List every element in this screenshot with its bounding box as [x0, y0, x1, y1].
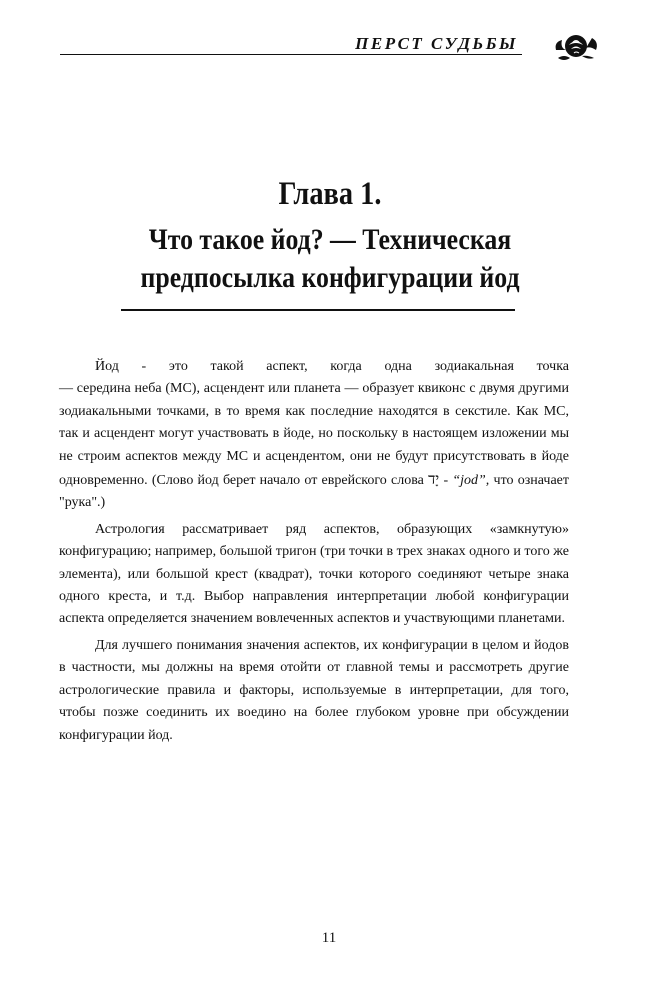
running-header	[60, 30, 600, 60]
header-rule	[60, 54, 522, 55]
dash: -	[439, 473, 453, 489]
latin-word: “jod”,	[452, 473, 490, 489]
running-title: ПЕРСТ СУДЬБЫ	[355, 34, 518, 53]
chapter-number: Глава 1.	[278, 176, 382, 212]
paragraph-1-first-line: Йод - это такой аспект, когда одна зодиакальная точка	[95, 359, 569, 374]
paragraph-2: Астрология рассматривает ряд аспектов, образующих «замкнутую» конфигурацию; например, большой тригон (три точки в трех знаках одного и того же элемента), или большой крест (квадрат), точки которого соединяют четыре знака одного креста, и т.д. Выбор направления интерпретации любой конфигурации аспекта определяется значением вовлеченных аспектов и участвующими планетами.	[59, 521, 569, 627]
chapter-title-line-1: Что такое йод? — Техническая	[148, 223, 512, 256]
page-number: 11	[321, 930, 337, 946]
chapter-title-line-2: предпосылка конфигурации йод	[140, 261, 520, 294]
paragraph-1-text: — середина неба (МС), асцендент или планета — образует квиконс с двумя другими зодиакальными точками, в то время как последние находятся в секстиле. Как МС, так и асцендент могут участвовать в йоде, но поскольку в настоящем изложении мы не строим аспектов между МС и асцендентом, они не будут присутствовать в йоде одновременно. (Слово йод берет начало от еврейского слова	[59, 381, 569, 489]
hebrew-word: יָד	[428, 470, 440, 489]
paragraph-1-end: что означает "рука".)	[59, 473, 569, 511]
chapter-divider	[121, 309, 515, 311]
body-text	[59, 356, 569, 747]
paragraph-3: Для лучшего понимания значения аспектов, их конфигурации в целом и йодов в частности, мы должны на время отойти от главной темы и рассмотреть другие астрологические правила и факторы, используемые в интерпретации, для того, чтобы позже соединить их воедино на более глубоком уровне при обсуждении конфигурации йод.	[59, 637, 569, 743]
rose-ornament-icon	[552, 28, 600, 66]
paragraph-1	[59, 378, 569, 514]
